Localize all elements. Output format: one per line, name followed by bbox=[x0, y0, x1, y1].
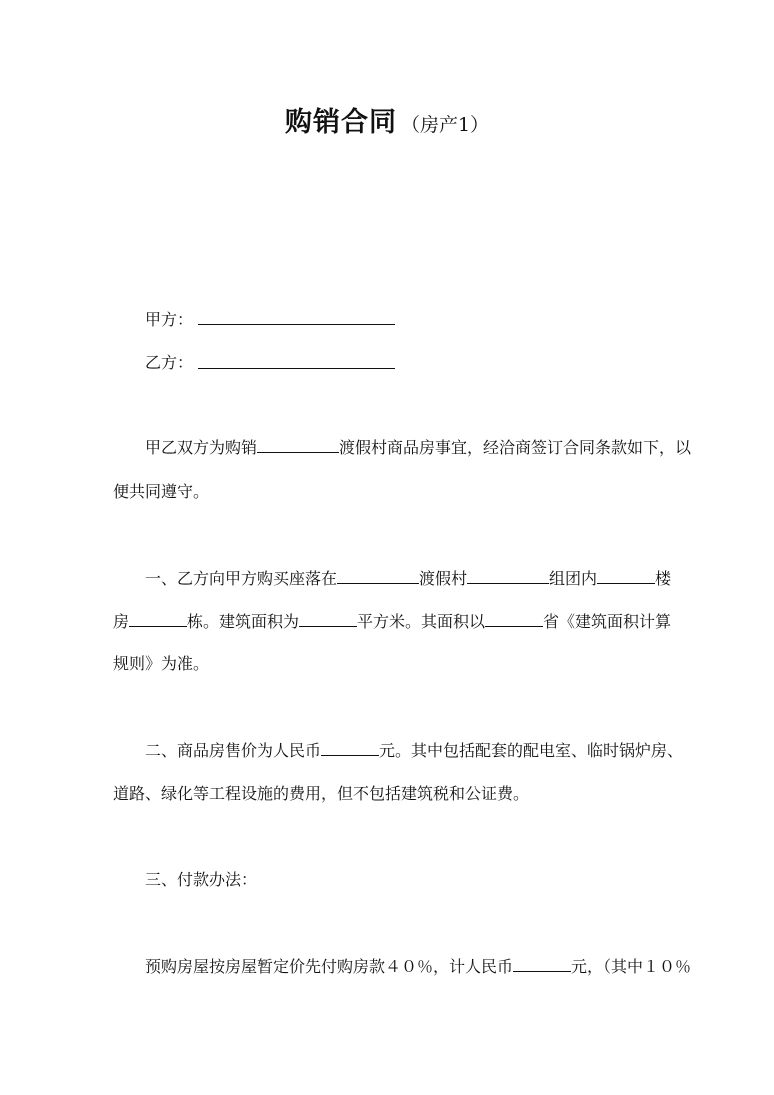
payment-blank-1 bbox=[513, 955, 571, 972]
clause1-text-f: 栋。建筑面积为 bbox=[187, 612, 300, 631]
clause2-text-b: 元。其中包括配套的配电室、临时锅炉房、 bbox=[379, 741, 684, 760]
clause1-line-3: 规则》为准。 bbox=[113, 654, 210, 673]
clause1-line-2 bbox=[113, 610, 671, 633]
clause2-line-1 bbox=[145, 739, 683, 762]
payment-text-a: 预购房屋按房屋暂定价先付购房款４０％，计人民币 bbox=[145, 957, 514, 976]
clause1-text-a: 一、乙方向甲方购买座落在 bbox=[145, 569, 338, 588]
party-b-blank bbox=[198, 368, 395, 369]
clause1-text-b: 渡假村 bbox=[419, 569, 468, 588]
clause1-text-e: 房 bbox=[113, 612, 130, 631]
party-a-label: 甲方： bbox=[145, 310, 194, 329]
intro-line-2: 便共同遵守。 bbox=[113, 482, 210, 501]
clause1-line-1 bbox=[145, 567, 671, 590]
clause1-blank-3 bbox=[597, 567, 655, 584]
intro-blank bbox=[257, 436, 339, 453]
clause2-blank-1 bbox=[321, 739, 379, 756]
intro-text-pre: 甲乙双方为购销 bbox=[145, 438, 258, 457]
clause1-text-c: 组团内 bbox=[549, 569, 598, 588]
clause1-text-g: 平方米。其面积以 bbox=[357, 612, 486, 631]
title-main: 购销合同 bbox=[284, 107, 397, 138]
intro-line-1 bbox=[145, 436, 691, 459]
clause1-blank-2 bbox=[467, 567, 549, 584]
clause2-text-a: 二、商品房售价为人民币 bbox=[145, 741, 322, 760]
payment-text-b: 元，（其中１０％ bbox=[571, 957, 692, 976]
clause1-blank-5 bbox=[299, 610, 357, 627]
document-title bbox=[0, 100, 774, 139]
clause3-heading: 三、付款办法： bbox=[145, 870, 258, 889]
title-subtitle: （房产1） bbox=[400, 114, 490, 136]
clause1-blank-1 bbox=[337, 567, 419, 584]
clause1-blank-6 bbox=[485, 610, 543, 627]
party-a-blank bbox=[198, 324, 395, 325]
clause1-text-d: 楼 bbox=[655, 569, 672, 588]
clause1-blank-4 bbox=[129, 610, 187, 627]
intro-text-post: 渡假村商品房事宜，经洽商签订合同条款如下，以 bbox=[339, 438, 692, 457]
payment-line-1 bbox=[145, 955, 691, 978]
clause2-line-2: 道路、绿化等工程设施的费用，但不包括建筑税和公证费。 bbox=[113, 784, 530, 803]
party-b-label: 乙方： bbox=[145, 353, 194, 372]
clause1-text-h: 省《建筑面积计算 bbox=[543, 612, 672, 631]
